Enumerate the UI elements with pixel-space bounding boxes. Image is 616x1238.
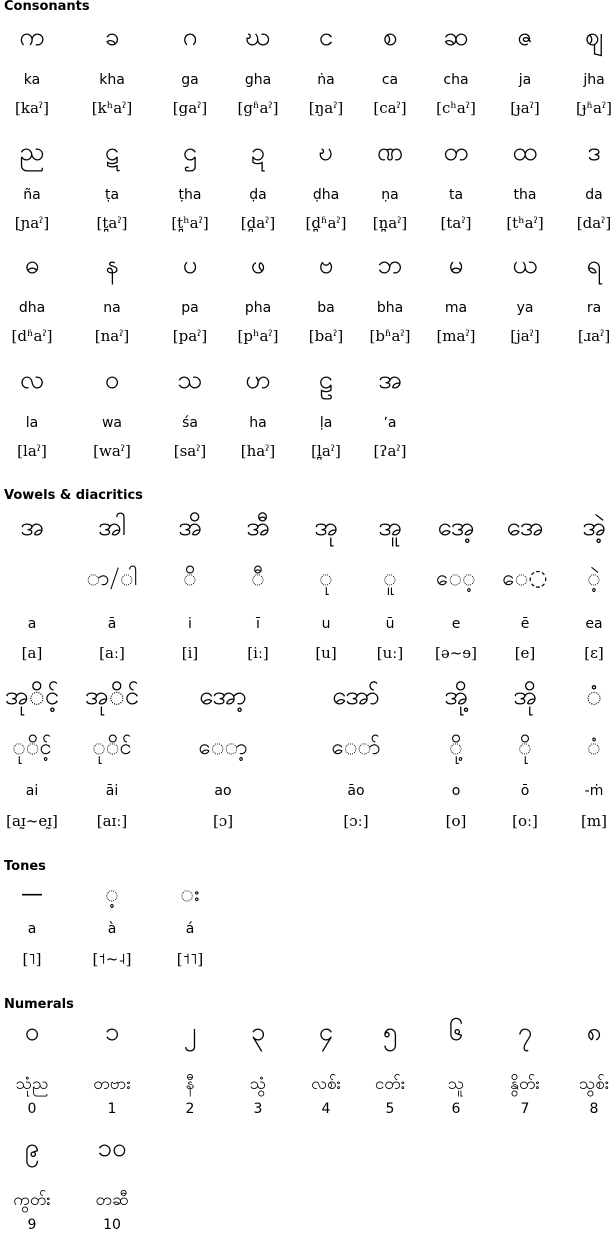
vowel-letter: အော် xyxy=(332,681,380,711)
numeral-digit: 9 xyxy=(27,1217,37,1233)
consonant-ipa: [maˀ] xyxy=(436,327,476,345)
consonant-letter: စ xyxy=(382,22,398,52)
heading-tones: Tones xyxy=(4,859,46,874)
vowel-diacritic: ◌ံ xyxy=(587,735,601,760)
consonant-letter: လ xyxy=(19,365,45,395)
consonant-transliteration: ca xyxy=(381,72,399,88)
consonant-letter: ည xyxy=(19,137,45,167)
vowel-diacritic: ◌ီ xyxy=(251,566,265,591)
consonant-transliteration: ka xyxy=(23,72,41,88)
consonant-ipa: [ɹaˀ] xyxy=(577,327,611,345)
consonant-transliteration: wa xyxy=(101,415,123,431)
consonant-transliteration: ña xyxy=(23,187,41,203)
consonant-ipa: [gaˀ] xyxy=(172,99,208,117)
numeral-glyph: ၅ xyxy=(382,1017,398,1047)
vowel-transliteration: e xyxy=(451,616,461,632)
consonant-ipa: [cʰaˀ] xyxy=(436,99,476,117)
consonant-ipa: [ɟʱaˀ] xyxy=(575,99,613,117)
numeral-digit: 10 xyxy=(103,1217,121,1233)
consonant-letter: ဖ xyxy=(250,250,266,280)
consonant-transliteration: ta xyxy=(448,187,464,203)
consonant-letter: ဓ xyxy=(24,250,40,280)
consonant-letter: က xyxy=(19,22,45,52)
vowel-diacritic: ◌ိ xyxy=(183,566,197,591)
consonant-letter: သ xyxy=(177,365,203,395)
vowel-letter: အေ xyxy=(506,512,544,542)
numeral-glyph: ၄ xyxy=(318,1017,334,1047)
numeral-digit: 4 xyxy=(321,1101,331,1117)
vowel-transliteration: ī xyxy=(256,616,260,632)
numeral-digit: 1 xyxy=(107,1101,117,1117)
consonant-transliteration: pha xyxy=(244,300,272,316)
numeral-glyph: ၃ xyxy=(250,1017,266,1047)
consonant-letter: ဏ xyxy=(376,137,404,167)
vowel-letter: အု xyxy=(314,512,338,542)
tone-ipa: [˦˥] xyxy=(176,950,204,968)
vowel-diacritic: ေ◌ာ် xyxy=(331,735,381,760)
vowel-ipa: [oː] xyxy=(512,812,538,830)
vowel-transliteration: -ṁ xyxy=(584,783,604,799)
numeral-word: ကွတ်း xyxy=(13,1190,51,1210)
consonant-transliteration: na xyxy=(103,300,121,316)
consonant-letter: ထ xyxy=(512,137,538,167)
vowel-transliteration: ā xyxy=(107,616,117,632)
vowel-letter: အူ xyxy=(378,512,402,542)
vowel-transliteration: i xyxy=(188,616,192,632)
consonant-transliteration: ba xyxy=(317,300,335,316)
vowel-transliteration: u xyxy=(321,616,331,632)
numeral-word: သူ xyxy=(447,1074,465,1094)
consonant-transliteration: ʼa xyxy=(383,415,397,431)
consonant-ipa: [d̪ʱaˀ] xyxy=(305,214,347,232)
consonant-letter: ခ xyxy=(104,22,120,52)
vowel-diacritic: ◌ဲ့ xyxy=(587,566,601,591)
consonant-transliteration: pa xyxy=(181,300,199,316)
consonant-ipa: [bʱaˀ] xyxy=(369,327,411,345)
consonant-letter: ဂ xyxy=(182,22,198,52)
vowel-ipa: [m] xyxy=(581,812,607,830)
vowel-letter: အိ xyxy=(178,512,202,542)
consonant-letter: ဆ xyxy=(443,22,469,52)
consonant-transliteration: ḍha xyxy=(312,187,340,203)
consonant-ipa: [laˀ] xyxy=(17,442,47,460)
consonant-ipa: [pʰaˀ] xyxy=(237,327,279,345)
vowel-letter: အ xyxy=(20,512,44,542)
numeral-glyph: ၆ xyxy=(448,1017,464,1047)
vowel-ipa: [i] xyxy=(181,644,199,662)
consonant-transliteration: ga xyxy=(181,72,199,88)
consonant-letter: ဠ xyxy=(318,365,334,395)
vowel-letter: အုိင် xyxy=(84,681,140,711)
consonant-transliteration: dha xyxy=(18,300,46,316)
consonant-ipa: [haˀ] xyxy=(240,442,276,460)
consonant-transliteration: bha xyxy=(376,300,404,316)
tone-mark: — xyxy=(21,882,43,907)
consonant-letter: င xyxy=(318,22,334,52)
consonant-letter: အ xyxy=(378,365,402,395)
consonant-letter: ဗ xyxy=(318,250,334,280)
consonant-ipa: [d̪aˀ] xyxy=(240,214,276,232)
consonant-ipa: [l̪aˀ] xyxy=(311,442,341,460)
tone-ipa: [˥] xyxy=(22,950,42,968)
numeral-glyph: ၁ xyxy=(104,1017,120,1047)
numeral-word: ငတ်း xyxy=(374,1074,406,1094)
numeral-word: သုံည xyxy=(15,1074,49,1094)
numeral-glyph: ၇ xyxy=(517,1017,533,1047)
consonant-ipa: [tʰaˀ] xyxy=(506,214,544,232)
consonant-ipa: [waˀ] xyxy=(93,442,131,460)
consonant-letter: ဈ xyxy=(584,22,604,52)
vowel-ipa: [uː] xyxy=(376,644,404,662)
consonant-ipa: [ʔaˀ] xyxy=(373,442,407,460)
vowel-letter: အို xyxy=(513,681,537,711)
consonant-letter: တ xyxy=(443,137,469,167)
consonant-ipa: [dʱaˀ] xyxy=(11,327,53,345)
vowel-diacritic: ေ◌ xyxy=(502,566,548,591)
consonant-letter: ဝ xyxy=(104,365,120,395)
consonant-transliteration: jha xyxy=(583,72,605,88)
vowel-letter: အို့ xyxy=(444,681,468,711)
consonant-ipa: [ɲaˀ] xyxy=(14,214,50,232)
consonant-letter: ဃ xyxy=(245,22,271,52)
vowel-diacritic: ာ/ါ xyxy=(86,566,138,591)
vowel-transliteration: o xyxy=(451,783,461,799)
vowel-transliteration: ō xyxy=(520,783,530,799)
consonant-transliteration: kha xyxy=(99,72,125,88)
numeral-digit: 3 xyxy=(253,1101,263,1117)
vowel-ipa: [ɔ] xyxy=(212,812,234,830)
tone-transliteration: a xyxy=(27,921,37,937)
vowel-ipa: [e] xyxy=(514,644,536,662)
consonant-letter: ရ xyxy=(586,250,602,280)
numeral-word: နီ xyxy=(185,1074,195,1094)
consonant-transliteration: ma xyxy=(444,300,468,316)
numeral-glyph: ၉ xyxy=(24,1133,40,1163)
consonant-letter: ဟ xyxy=(245,365,271,395)
tone-mark: ◌း xyxy=(180,882,200,907)
consonant-transliteration: la xyxy=(25,415,39,431)
consonant-ipa: [ɟaˀ] xyxy=(510,99,540,117)
consonant-letter: ယ xyxy=(512,250,538,280)
consonant-transliteration: ṭha xyxy=(178,187,202,203)
consonant-transliteration: ha xyxy=(249,415,267,431)
vowel-ipa: [ɔː] xyxy=(343,812,369,830)
vowel-ipa: [aɪː] xyxy=(96,812,128,830)
consonant-letter: န xyxy=(105,250,119,280)
consonant-transliteration: ṅa xyxy=(317,72,335,88)
consonant-transliteration: ja xyxy=(518,72,532,88)
numeral-digit: 6 xyxy=(451,1101,461,1117)
consonant-transliteration: tha xyxy=(513,187,537,203)
vowel-diacritic: ◌ုိင့် xyxy=(12,735,52,760)
consonant-transliteration: ya xyxy=(516,300,534,316)
numeral-glyph: ၈ xyxy=(586,1017,602,1047)
consonant-transliteration: śa xyxy=(182,415,198,431)
vowel-transliteration: ai xyxy=(25,783,39,799)
vowel-letter: အော့ xyxy=(199,681,247,711)
tone-transliteration: á xyxy=(185,921,195,937)
tone-ipa: [˦~˨] xyxy=(92,950,132,968)
consonant-letter: ဇ xyxy=(517,22,533,52)
consonant-transliteration: gha xyxy=(244,72,272,88)
consonant-ipa: [ŋaˀ] xyxy=(308,99,344,117)
vowel-transliteration: āo xyxy=(347,783,365,799)
numeral-glyph: ၀ xyxy=(24,1017,40,1047)
consonant-ipa: [taˀ] xyxy=(440,214,472,232)
consonant-ipa: [t̪aˀ] xyxy=(96,214,128,232)
vowel-ipa: [aɪ̰~eɪ̰] xyxy=(6,812,58,830)
vowel-ipa: [aː] xyxy=(99,644,125,662)
vowel-transliteration: a xyxy=(27,616,37,632)
vowel-transliteration: ao xyxy=(214,783,232,799)
vowel-letter: အေ့ xyxy=(437,512,475,542)
consonant-letter: မ xyxy=(448,250,464,280)
consonant-ipa: [paˀ] xyxy=(172,327,208,345)
vowel-letter: အဲ့ xyxy=(582,512,606,542)
vowel-diacritic: ◌ု xyxy=(319,566,333,591)
numeral-word: သွစ်း xyxy=(578,1074,610,1094)
vowel-letter: ◌ံ xyxy=(585,681,603,711)
consonant-letter: ဌ xyxy=(182,137,198,167)
heading-vowels: Vowels & diacritics xyxy=(4,488,143,503)
consonant-transliteration: ḍa xyxy=(249,187,267,203)
consonant-ipa: [t̪ʰaˀ] xyxy=(171,214,209,232)
vowel-ipa: [ə~ɘ] xyxy=(434,644,478,662)
numeral-glyph: ၁၀ xyxy=(97,1133,127,1163)
consonant-letter: ဋ xyxy=(104,137,120,167)
vowel-diacritic: ◌ို့ xyxy=(449,735,463,760)
consonant-ipa: [kʰaˀ] xyxy=(91,99,133,117)
vowel-letter: အါ xyxy=(97,512,127,542)
consonant-transliteration: cha xyxy=(443,72,469,88)
vowel-letter: အုိင့် xyxy=(4,681,60,711)
vowel-diacritic: ေ◌့ xyxy=(436,566,476,591)
vowel-ipa: [ɛ] xyxy=(584,644,604,662)
vowel-diacritic: ◌ူ xyxy=(383,566,397,591)
consonant-ipa: [jaˀ] xyxy=(510,327,540,345)
tone-mark: ◌့ xyxy=(105,882,119,907)
consonant-ipa: [caˀ] xyxy=(373,99,407,117)
consonant-transliteration: ṇa xyxy=(381,187,399,203)
numeral-digit: 8 xyxy=(589,1101,599,1117)
consonant-transliteration: da xyxy=(585,187,603,203)
numeral-glyph: ၂ xyxy=(183,1017,197,1047)
consonant-transliteration: ḷa xyxy=(319,415,333,431)
numeral-digit: 7 xyxy=(520,1101,530,1117)
numeral-digit: 5 xyxy=(385,1101,395,1117)
numeral-digit: 0 xyxy=(27,1101,37,1117)
consonant-transliteration: ṭa xyxy=(104,187,120,203)
heading-numerals: Numerals xyxy=(4,997,74,1012)
vowel-letter: အီ xyxy=(246,512,270,542)
numeral-word: နွိတ်း xyxy=(510,1074,540,1094)
vowel-diacritic: ေ◌ာ့ xyxy=(198,735,248,760)
consonant-transliteration: ra xyxy=(586,300,602,316)
vowel-transliteration: ea xyxy=(585,616,603,632)
vowel-diacritic: ◌ုိင် xyxy=(92,735,132,760)
consonant-ipa: [gʱaˀ] xyxy=(237,99,279,117)
vowel-ipa: [iː] xyxy=(247,644,269,662)
vowel-ipa: [a] xyxy=(21,644,43,662)
consonant-ipa: [kaˀ] xyxy=(15,99,49,117)
consonant-ipa: [saˀ] xyxy=(173,442,207,460)
numeral-digit: 2 xyxy=(185,1101,195,1117)
consonant-letter: ဒ xyxy=(587,137,601,167)
consonant-ipa: [n̪aˀ] xyxy=(372,214,408,232)
numeral-word: တဗား xyxy=(93,1074,131,1094)
vowel-transliteration: ē xyxy=(520,616,530,632)
consonant-ipa: [naˀ] xyxy=(94,327,130,345)
vowel-ipa: [o] xyxy=(445,812,467,830)
numeral-word: တဆီ xyxy=(95,1190,129,1210)
tone-transliteration: à xyxy=(107,921,117,937)
heading-consonants: Consonants xyxy=(4,0,90,14)
numeral-word: လစ်း xyxy=(311,1074,341,1094)
vowel-ipa: [u] xyxy=(315,644,337,662)
numeral-word: သွံ xyxy=(249,1074,267,1094)
vowel-transliteration: ū xyxy=(385,616,395,632)
consonant-letter: ပ xyxy=(182,250,198,280)
vowel-transliteration: āi xyxy=(105,783,119,799)
consonant-letter: ဍ xyxy=(250,137,266,167)
consonant-letter: ဎ xyxy=(318,137,334,167)
consonant-ipa: [baˀ] xyxy=(308,327,344,345)
vowel-diacritic: ◌ို xyxy=(518,735,532,760)
consonant-ipa: [daˀ] xyxy=(576,214,612,232)
consonant-letter: ဘ xyxy=(377,250,403,280)
